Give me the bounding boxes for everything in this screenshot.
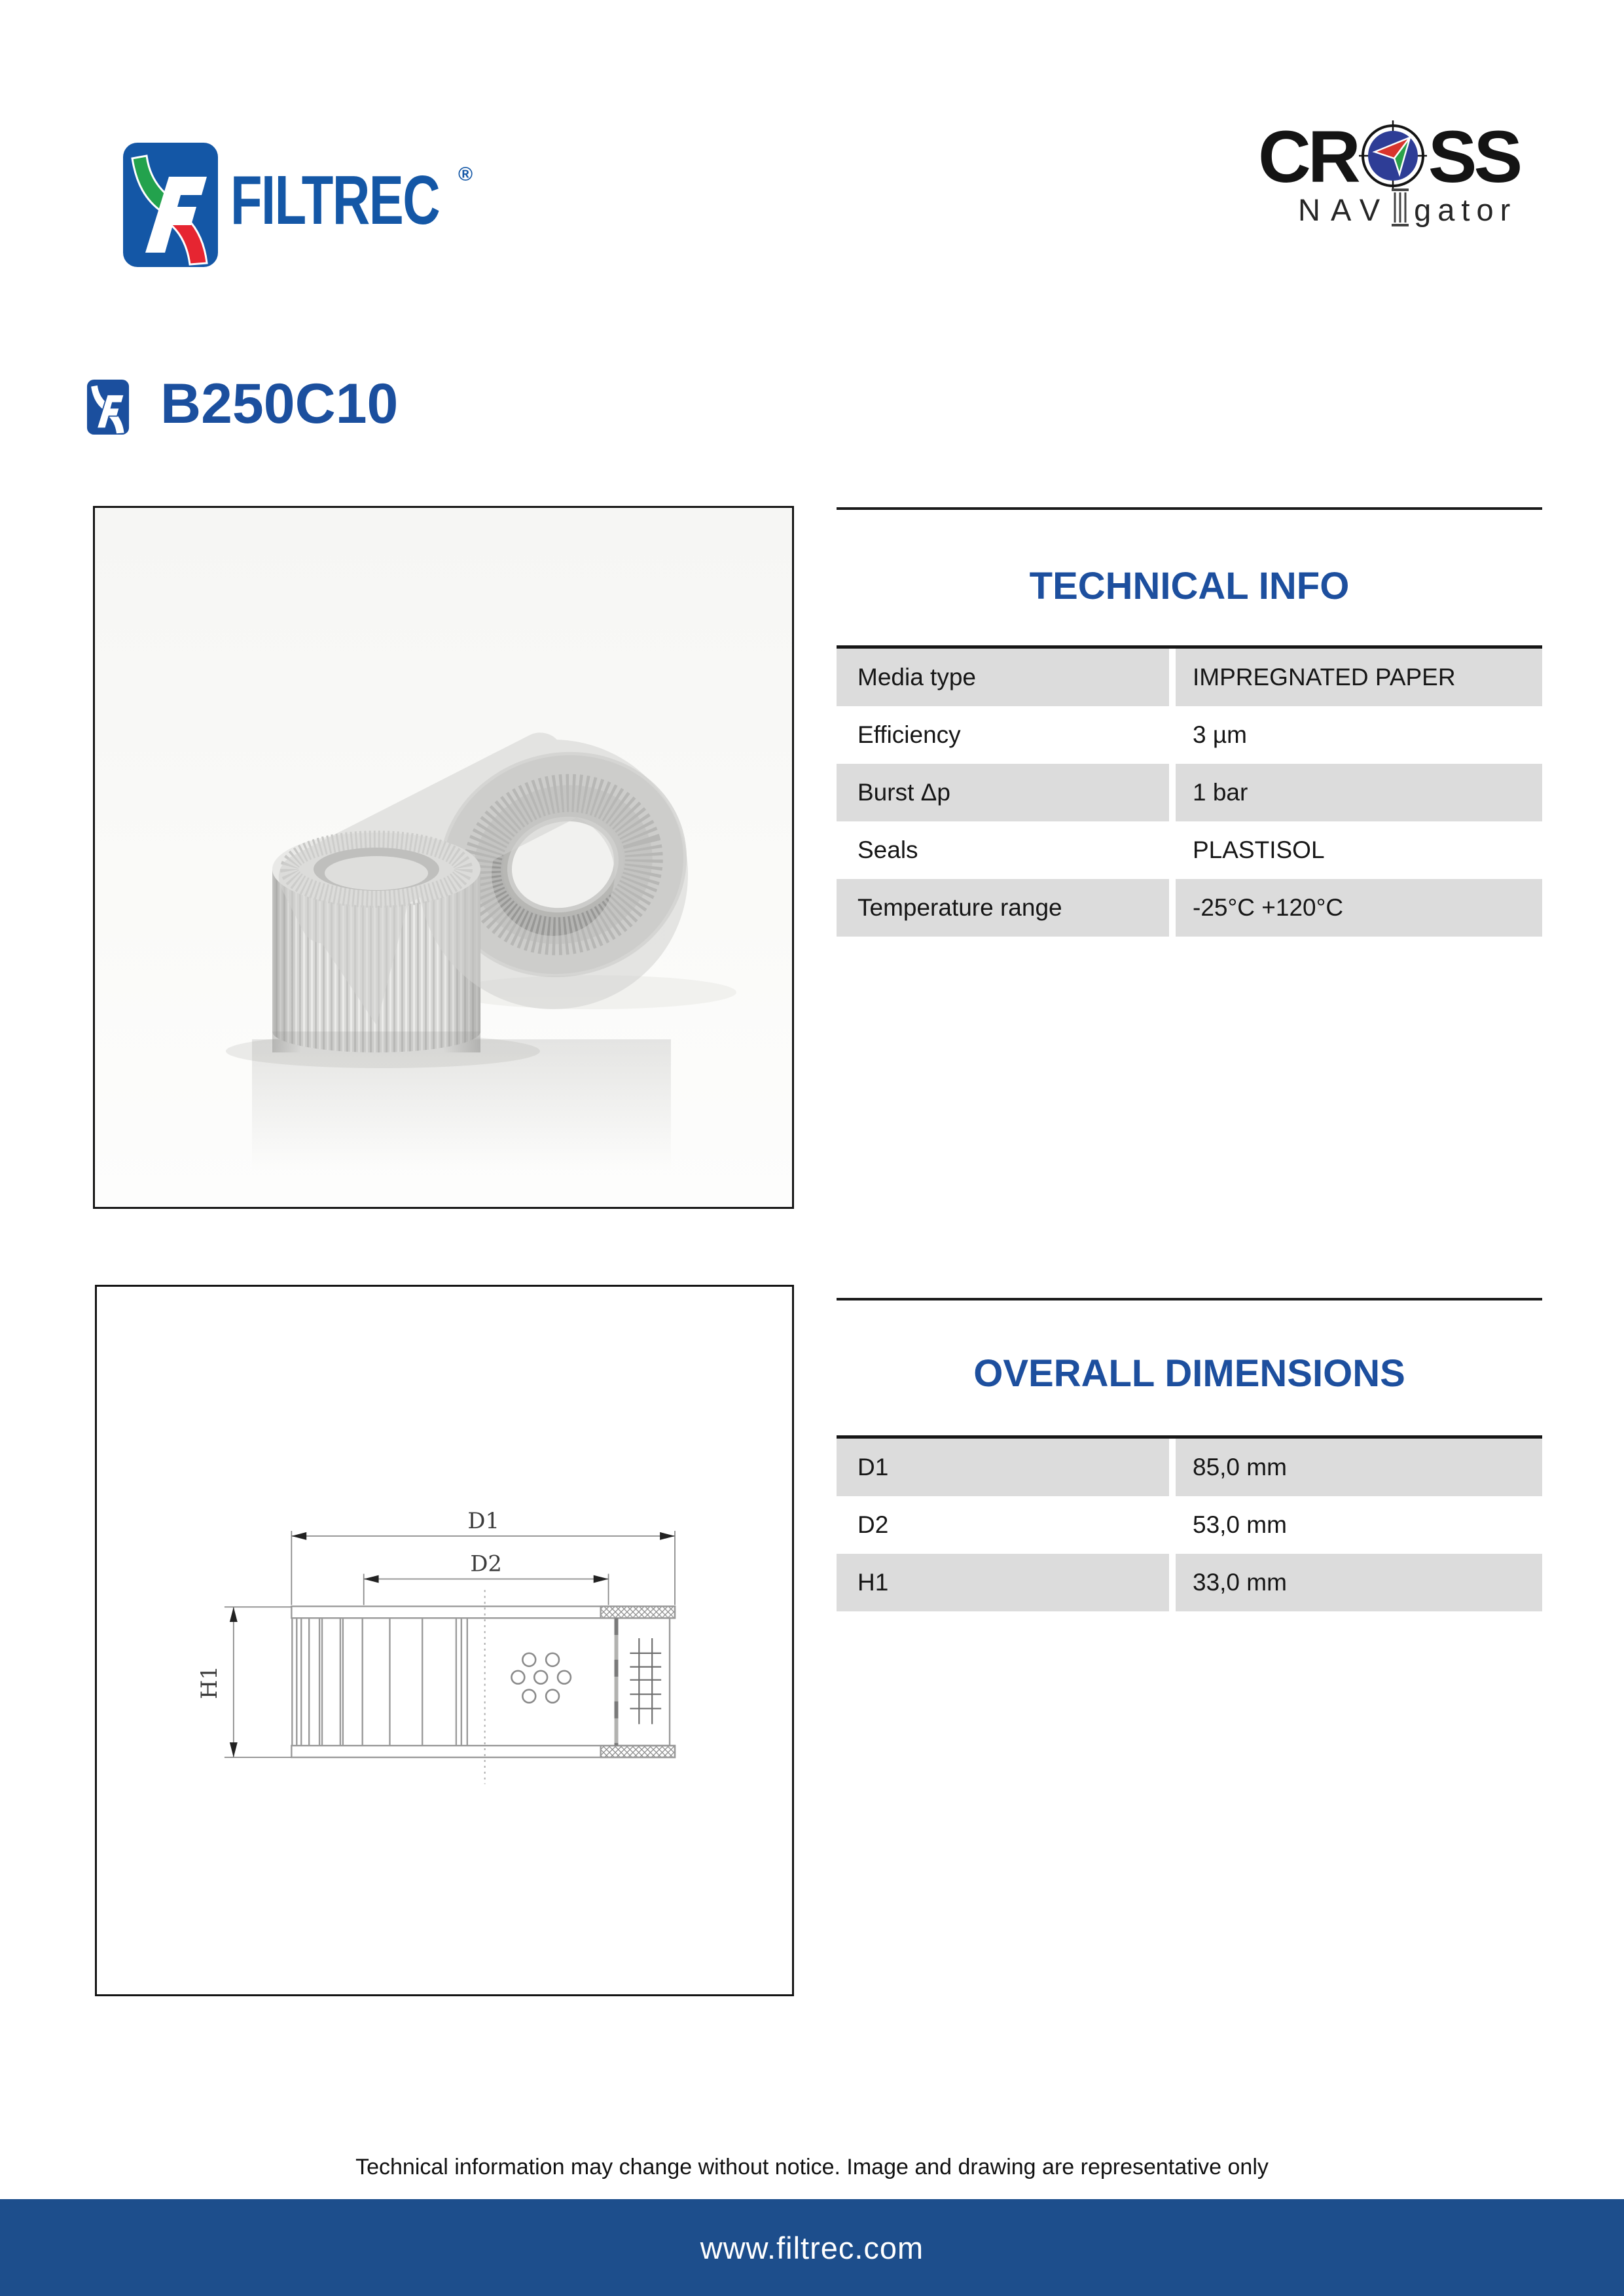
cross-logo-text-left: CR [1258,116,1358,198]
dimension-label: H1 [837,1554,1169,1611]
technical-drawing-frame [95,1285,794,1996]
table-row [837,1439,1542,1496]
website-link[interactable]: www.filtrec.com [700,2230,924,2265]
footer-bar [0,2199,1624,2296]
technical-info-table [837,645,1542,937]
drawing-mesh-symbol [630,1638,661,1724]
filtrec-mini-mark-icon [83,380,133,435]
cross-logo-text-right: SS [1428,116,1520,198]
product-code-icon [83,380,133,435]
spec-label: Burst Δp [837,764,1169,821]
dimension-d1-label: D1 [467,1507,499,1534]
spec-label: Media type [837,649,1169,706]
overall-dimensions-table [837,1435,1542,1611]
drawing-perforation-holes [511,1653,570,1703]
product-photo-frame [93,506,794,1209]
table-row [837,879,1542,937]
filtrec-logo-text: FILTREC [230,162,440,239]
disclaimer-text: Technical information may change without notice. Image and drawing are representative only [355,2155,1269,2179]
spec-value: 3 µm [1176,706,1542,764]
spec-value: -25°C +120°C [1176,879,1542,937]
cross-navigator-subtitle [1298,188,1517,228]
spec-value: 1 bar [1176,764,1542,821]
table-row [837,706,1542,764]
dimension-label: D2 [837,1496,1169,1554]
table-row [837,764,1542,821]
dimension-label: D1 [837,1439,1169,1496]
cross-navigator-logo [1258,116,1520,198]
spec-value: IMPREGNATED PAPER [1176,649,1542,706]
technical-drawing [97,1287,792,1994]
technical-info-title: TECHNICAL INFO [1029,565,1350,607]
spec-value: PLASTISOL [1176,821,1542,879]
spec-label: Temperature range [837,879,1169,937]
product-code-title: B250C10 [160,372,399,435]
dimension-value: 53,0 mm [1176,1496,1542,1554]
overall-dimensions-top-rule [837,1298,1542,1300]
dimension-value: 33,0 mm [1176,1554,1542,1611]
dimension-h1-label: H1 [196,1666,222,1700]
dimension-h1 [196,1607,291,1757]
registered-trademark-symbol: ® [458,164,473,185]
navigator-nav-text: NAV [1298,192,1391,227]
technical-info-top-rule [837,507,1542,510]
spec-label: Seals [837,821,1169,879]
filtrec-f-mark-icon [123,143,218,267]
compass-icon [1359,120,1427,194]
column-i-icon [1390,188,1410,226]
table-row [837,821,1542,879]
product-photo [95,508,792,1207]
dimension-value: 85,0 mm [1176,1439,1542,1496]
table-row [837,649,1542,706]
navigator-gator-text: gator [1414,192,1517,227]
table-row [837,1496,1542,1554]
overall-dimensions-title: OVERALL DIMENSIONS [973,1352,1405,1395]
table-row [837,1554,1542,1611]
dimension-d2 [364,1551,609,1605]
spec-label: Efficiency [837,706,1169,764]
filtrec-logo-icon [123,143,218,267]
dimension-d2-label: D2 [470,1551,502,1577]
